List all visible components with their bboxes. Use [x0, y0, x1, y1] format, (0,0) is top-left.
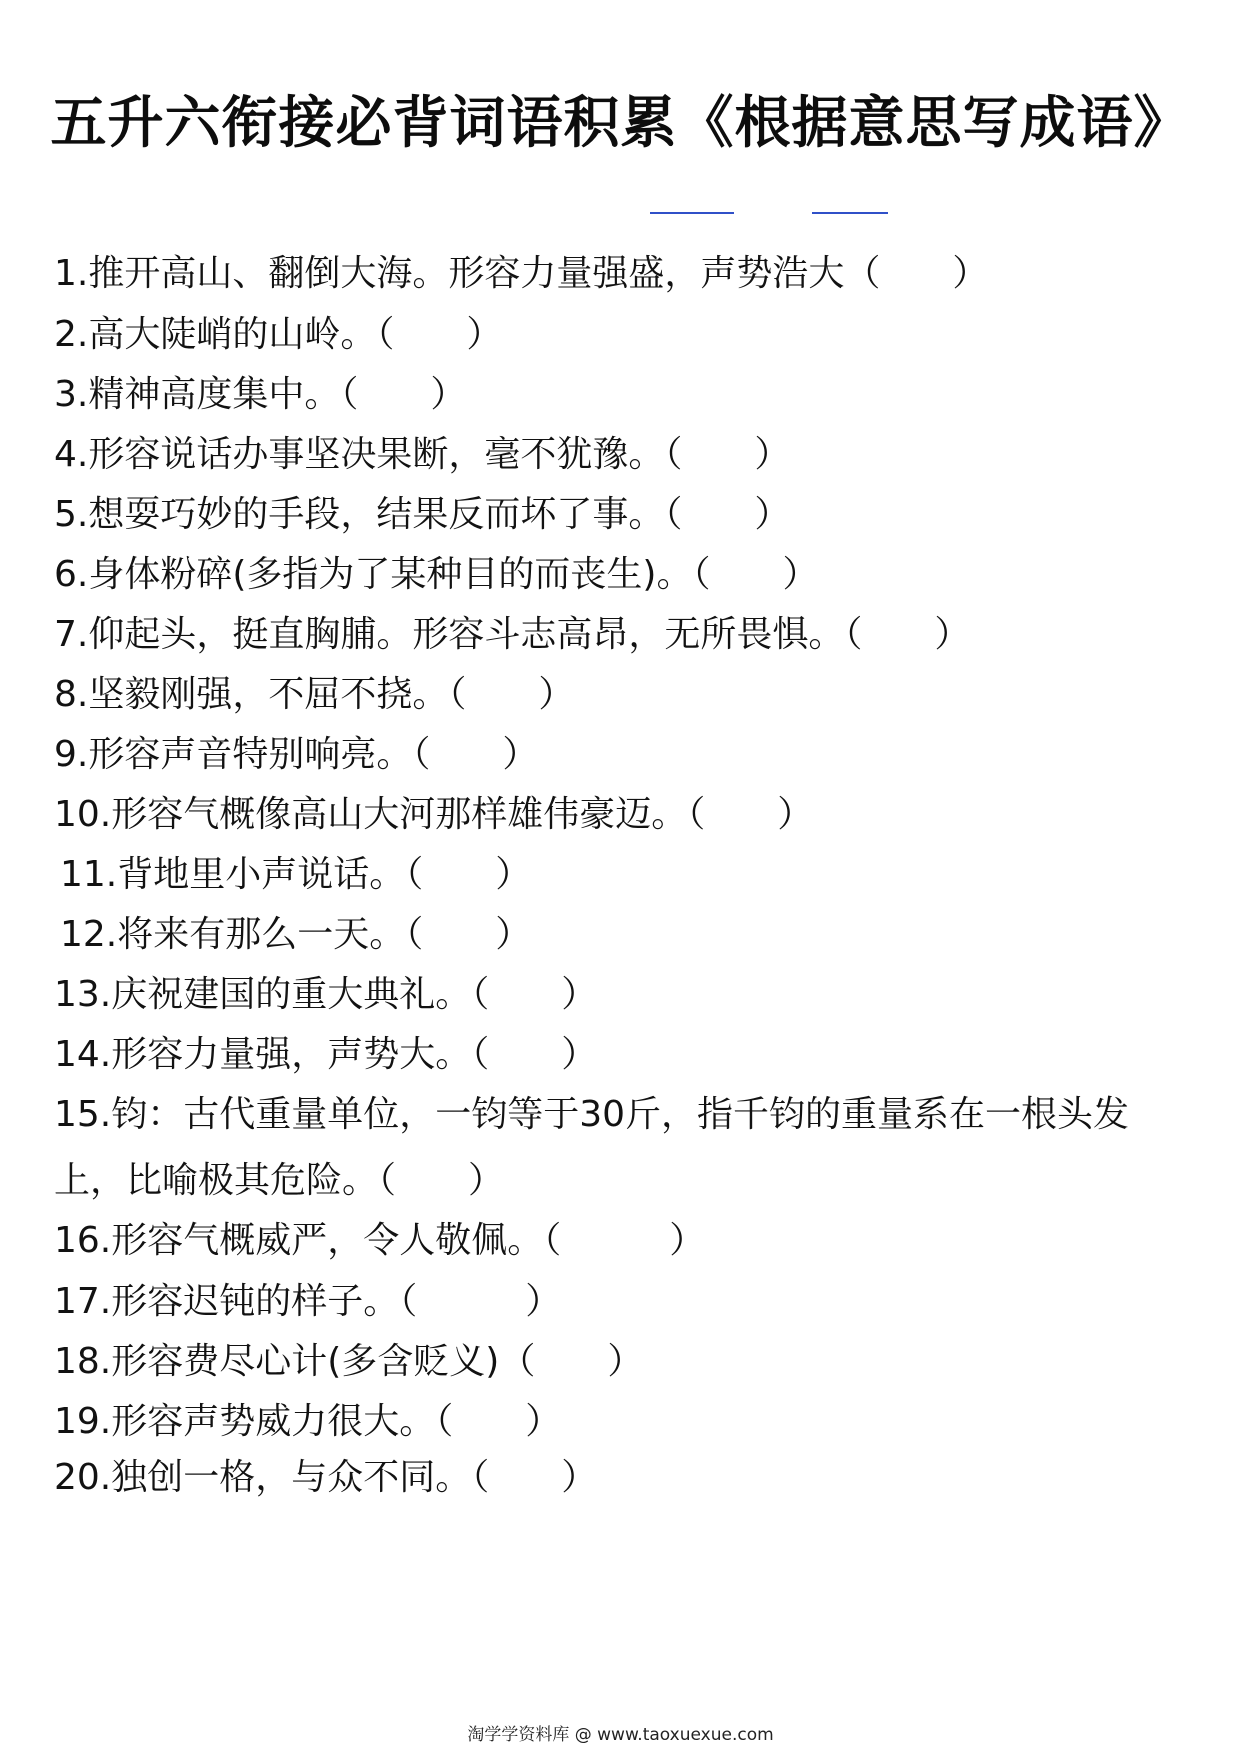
question-item: 13.庆祝建国的重大典礼。（ ） [54, 974, 598, 1015]
question-item: 17.形容迟钝的样子。（ ） [54, 1281, 562, 1322]
question-item: 6.身体粉碎(多指为了某种目的而丧生)。（ ） [54, 554, 819, 595]
question-item: 9.形容声音特别响亮。（ ） [54, 734, 539, 775]
question-item: 8.坚毅刚强，不屈不挠。（ ） [54, 674, 575, 715]
question-item: 19.形容声势威力很大。（ ） [54, 1401, 562, 1442]
question-item: 5.想耍巧妙的手段，结果反而坏了事。（ ） [54, 494, 791, 535]
question-item: 2.高大陡峭的山岭。（ ） [54, 314, 503, 355]
question-item: 18.形容费尽心计(多含贬义)（ ） [54, 1341, 644, 1382]
question-item: 15.钧：古代重量单位，一钧等于30斤，指千钧的重量系在一根头发上，比喻极其危险。（ ） [54, 1094, 1130, 1201]
question-item: 3.精神高度集中。（ ） [54, 374, 467, 415]
question-item: 4.形容说话办事坚决果断，毫不犹豫。（ ） [54, 434, 791, 475]
question-item: 14.形容力量强，声势大。（ ） [54, 1034, 598, 1075]
page-title: 五升六衔接必背词语积累《根据意思写成语》 [50, 91, 1191, 156]
name-blank-line [650, 212, 734, 214]
class-blank-line [812, 212, 888, 214]
footer-watermark: 淘学学资料库 @ www.taoxuexue.com [467, 1725, 774, 1745]
question-item: 11.背地里小声说话。（ ） [60, 854, 532, 895]
question-item: 7.仰起头，挺直胸脯。形容斗志高昂，无所畏惧。（ ） [54, 614, 971, 655]
question-item: 16.形容气概威严，令人敬佩。（ ） [54, 1220, 706, 1261]
question-item: 10.形容气概像高山大河那样雄伟豪迈。（ ） [54, 794, 814, 835]
question-item: 20.独创一格，与众不同。（ ） [54, 1457, 598, 1498]
question-item: 12.将来有那么一天。（ ） [60, 914, 532, 955]
question-item: 1.推开高山、翻倒大海。形容力量强盛，声势浩大（ ） [54, 253, 989, 294]
